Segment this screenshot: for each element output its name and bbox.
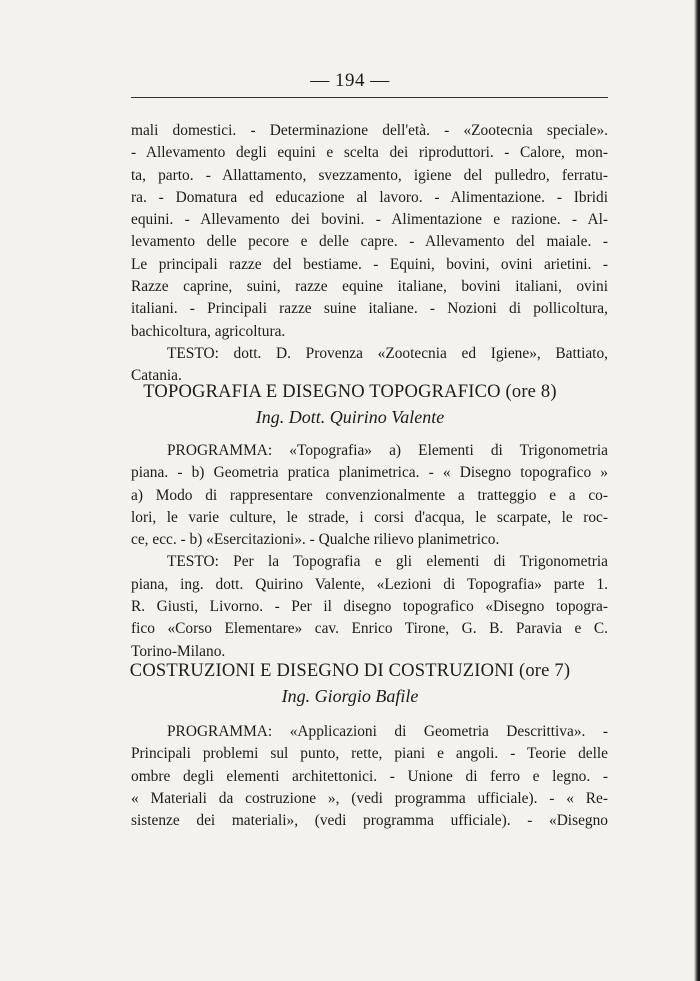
text-line: Torino-Milano. xyxy=(131,642,226,660)
text-line: equini. - Allevamento dei bovini. - Alimentazione e razione. - Al- xyxy=(131,211,608,229)
text-line: mali domestici. - Determinazione dell'età. - «Zootecnia speciale». xyxy=(131,122,608,139)
text-line: piana, ing. dott. Quirino Valente, «Lezioni di Topografia» parte 1. xyxy=(131,575,608,593)
text-line: Razze caprine, suini, razze equine italiane, bovini italiani, ovini xyxy=(131,278,608,296)
text-line: bachicoltura, agricoltura. xyxy=(131,322,286,340)
section-zootecnia-text xyxy=(131,120,608,388)
text-line: ra. - Domatura ed educazione al lavoro. - Alimentazione. - Ibridi xyxy=(131,188,608,206)
text-line: « Materiali da costruzione », (vedi programma ufficiale). - « Re- xyxy=(131,789,608,807)
text-line: ombre degli elementi architettonici. - Unione di ferro e legno. - xyxy=(131,767,608,785)
text-line: a) Modo di rappresentare convenzionalmente a tratteggio e a co- xyxy=(131,486,608,504)
section-heading-costruzioni: COSTRUZIONI E DISEGNO DI COSTRUZIONI (ore 7) xyxy=(129,661,571,681)
text-line: levamento delle pecore e delle capre. - Allevamento del maiale. - xyxy=(131,233,608,251)
text-line: lori, le varie culture, le strade, i corsi d'acqua, le scarpate, le roc- xyxy=(131,508,608,526)
text-line-programma: PROGRAMMA: «Applicazioni di Geometria Descrittiva». - xyxy=(167,723,608,740)
text-line: ta, parto. - Allattamento, svezzamento, igiene del pulledro, ferratu- xyxy=(131,166,608,184)
text-line-programma: PROGRAMMA: «Topografia» a) Elementi di Trigonometria xyxy=(167,442,608,459)
text-line: Catania. xyxy=(131,367,182,385)
text-line: Le principali razze del bestiame. - Equini, bovini, ovini arietini. - xyxy=(131,255,608,273)
header-rule xyxy=(131,97,608,98)
page-number: — 194 — xyxy=(310,70,390,91)
section-costruzioni-text xyxy=(131,721,608,832)
section-heading-topografia: TOPOGRAFIA E DISEGNO TOPOGRAFICO (ore 8) xyxy=(143,382,557,402)
text-line: fico «Corso Elementare» cav. Enrico Tirone, G. B. Paravia e C. xyxy=(131,620,608,638)
text-line-testo: TESTO: dott. D. Provenza «Zootecnia ed Igiene», Battiato, xyxy=(167,344,608,362)
text-line: Principali problemi sul punto, rette, piani e angoli. - Teorie delle xyxy=(131,745,608,763)
text-line: - Allevamento degli equini e scelta dei riproduttori. - Calore, mon- xyxy=(131,144,608,162)
page-right-edge xyxy=(694,0,700,981)
section-author-costruzioni: Ing. Giorgio Bafile xyxy=(281,686,419,706)
text-line-testo: TESTO: Per la Topografia e gli elementi di Trigonometria xyxy=(167,553,608,571)
section-author-topografia: Ing. Dott. Quirino Valente xyxy=(255,407,445,427)
text-line: R. Giusti, Livorno. - Per il disegno topografico «Disegno topogra- xyxy=(131,598,608,616)
text-line: italiani. - Principali razze suine italiane. - Nozioni di pollicoltura, xyxy=(131,300,608,318)
text-line: ce, ecc. - b) «Esercitazioni». - Qualche rilievo planimetrico. xyxy=(131,531,500,549)
section-topografia-text xyxy=(131,440,608,663)
text-line: piana. - b) Geometria pratica planimetrica. - « Disegno topografico » xyxy=(131,464,608,482)
text-line: sistenze dei materiali», (vedi programma ufficiale). - «Disegno xyxy=(131,812,608,830)
